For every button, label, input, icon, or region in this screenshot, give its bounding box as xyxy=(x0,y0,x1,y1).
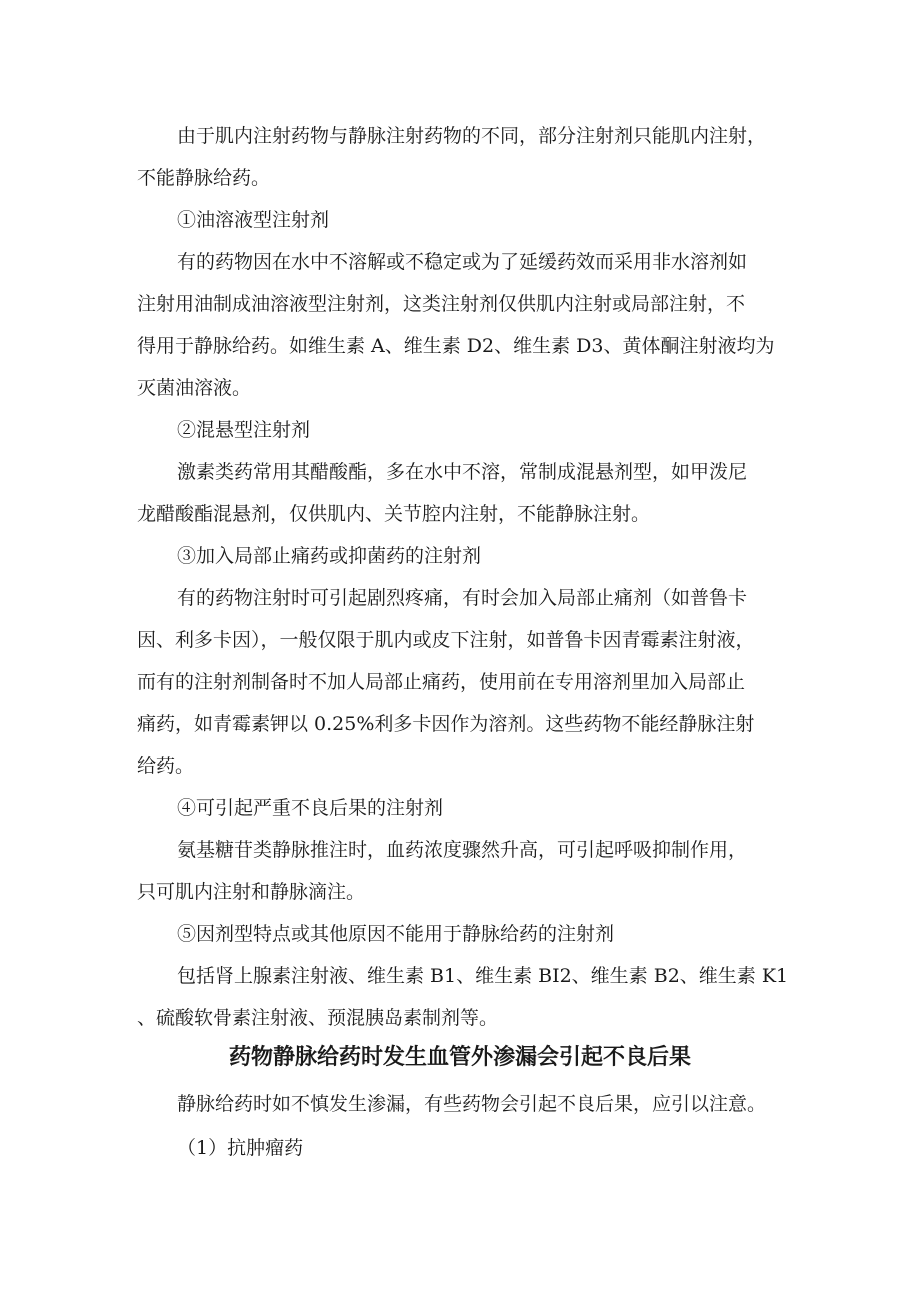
paragraph-intro-line-2: 不能静脉给药。 xyxy=(137,167,271,189)
item-body-suspension-line-2: 龙醋酸酯混悬剂，仅供肌内、关节腔内注射，不能静脉注射。 xyxy=(137,503,651,525)
item-body-dosage-line-1: 包括肾上腺素注射液、维生素 B1、维生素 BI2、维生素 B2、维生素 K1 xyxy=(177,965,789,987)
section2-intro: 静脉给药时如不慎发生渗漏，有些药物会引起不良后果，应引以注意。 xyxy=(177,1093,767,1115)
item-body-oil-line-4: 灭菌油溶液。 xyxy=(137,377,252,399)
item-body-anesthetic-line-5: 给药。 xyxy=(137,755,195,777)
item-title-dosage-form: ⑤因剂型特点或其他原因不能用于静脉给药的注射剂 xyxy=(177,923,615,945)
item-body-oil-line-2: 注射用油制成油溶液型注射剂，这类注射剂仅供肌内注射或局部注射，不 xyxy=(137,293,746,315)
item-body-severe-line-2: 只可肌内注射和静脉滴注。 xyxy=(137,881,366,903)
item-body-anesthetic-line-1: 有的药物注射时可引起剧烈疼痛，有时会加入局部止痛剂（如普鲁卡 xyxy=(177,587,748,609)
item-title-oil-solution: ①油溶液型注射剂 xyxy=(177,209,330,231)
item-title-suspension: ②混悬型注射剂 xyxy=(177,419,311,441)
item-body-anesthetic-line-3: 而有的注射剂制备时不加人局部止痛药，使用前在专用溶剂里加入局部止 xyxy=(137,671,746,693)
item-body-suspension-line-1: 激素类药常用其醋酸酯，多在水中不溶，常制成混悬剂型，如甲泼尼 xyxy=(177,461,748,483)
item-body-oil-line-1: 有的药物因在水中不溶解或不稳定或为了延缓药效而采用非水溶剂如 xyxy=(177,251,748,273)
section-heading: 药物静脉给药时发生血管外渗漏会引起不良后果 xyxy=(228,1045,691,1070)
item-body-anesthetic-line-4: 痛药，如青霉素钾以 0.25%利多卡因作为溶剂。这些药物不能经静脉注射 xyxy=(137,713,755,735)
section2-item-antitumor: （1）抗肿瘤药 xyxy=(177,1137,304,1159)
item-body-anesthetic-line-2: 因、利多卡因），一般仅限于肌内或皮下注射，如普鲁卡因青霉素注射液， xyxy=(137,629,755,651)
item-body-oil-line-3: 得用于静脉给药。如维生素 A、维生素 D2、维生素 D3、黄体酮注射液均为 xyxy=(137,335,775,357)
paragraph-intro-line-1: 由于肌内注射药物与静脉注射药物的不同，部分注射剂只能肌内注射， xyxy=(177,125,767,147)
item-title-anesthetic-additive: ③加入局部止痛药或抑菌药的注射剂 xyxy=(177,545,482,567)
item-body-severe-line-1: 氨基糖苷类静脉推注时，血药浓度骤然升高，可引起呼吸抑制作用， xyxy=(177,839,748,861)
item-title-severe-adverse: ④可引起严重不良后果的注射剂 xyxy=(177,797,444,819)
item-body-dosage-line-2: 、硫酸软骨素注射液、预混胰岛素制剂等。 xyxy=(137,1007,499,1029)
